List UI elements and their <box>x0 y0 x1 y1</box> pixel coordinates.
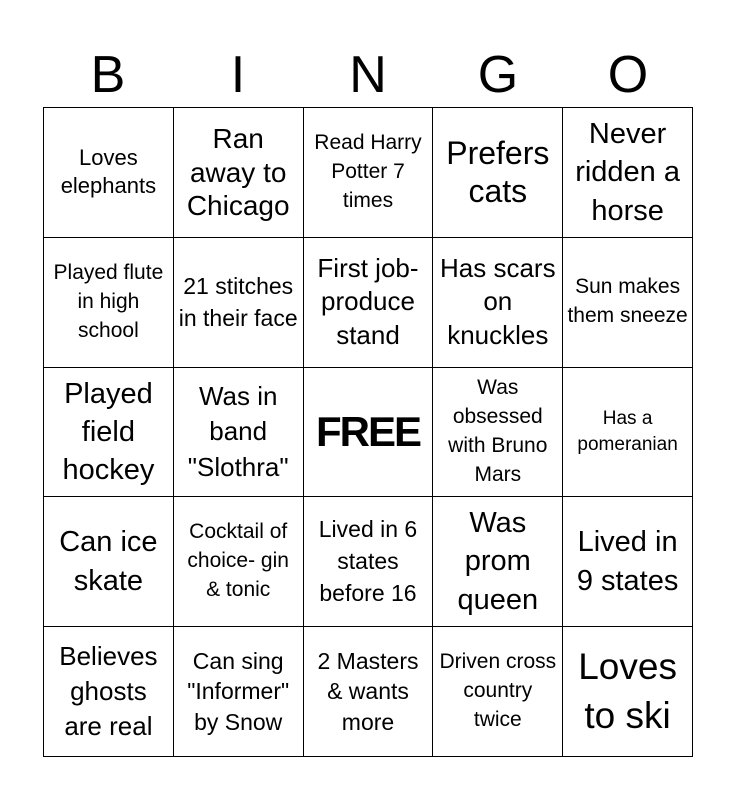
bingo-cell-r4c3[interactable] <box>304 497 434 627</box>
cell-text: Loves to ski <box>578 645 677 736</box>
cell-text: 21 stitches in their face <box>178 273 298 332</box>
bingo-cell-r3c4[interactable] <box>433 368 563 498</box>
cell-text: Has a pomeranian <box>577 407 678 455</box>
cell-text: First job- produce stand <box>317 252 419 351</box>
bingo-header <box>43 44 693 106</box>
cell-text: Was prom queen <box>457 506 539 617</box>
cell-text: Played flute in high school <box>53 260 164 342</box>
cell-text: Has scars on knuckles <box>440 252 556 351</box>
bingo-cell-r5c5[interactable] <box>563 627 693 757</box>
bingo-board <box>43 107 693 757</box>
cell-text: Loves elephants <box>60 144 157 199</box>
bingo-cell-r5c2[interactable] <box>174 627 304 757</box>
bingo-cell-r2c4[interactable] <box>433 238 563 368</box>
cell-text: 2 Masters & wants more <box>317 648 419 735</box>
bingo-cell-r1c4[interactable] <box>433 108 563 238</box>
free-space-label: FREE <box>315 407 420 455</box>
bingo-cell-r2c3[interactable] <box>304 238 434 368</box>
cell-text: Was obsessed with Bruno Mars <box>448 376 548 486</box>
cell-text: Played field hockey <box>62 377 155 487</box>
bingo-cell-r5c4[interactable] <box>433 627 563 757</box>
free-space[interactable] <box>304 368 434 498</box>
cell-text: Believes ghosts are real <box>59 640 158 742</box>
cell-text: Lived in 9 states <box>576 525 679 597</box>
bingo-cell-r1c2[interactable] <box>174 108 304 238</box>
bingo-cell-r2c1[interactable] <box>44 238 174 368</box>
cell-text: Lived in 6 states before 16 <box>318 516 418 606</box>
cell-text: Read Harry Potter 7 times <box>314 130 422 212</box>
bingo-cell-r5c1[interactable] <box>44 627 174 757</box>
header-letter-o: O <box>607 46 649 104</box>
header-letter-b: B <box>90 46 126 104</box>
header-letter-i: I <box>230 46 246 104</box>
bingo-cell-r3c2[interactable] <box>174 368 304 498</box>
cell-text: Driven cross country twice <box>439 650 557 732</box>
bingo-cell-r1c5[interactable] <box>563 108 693 238</box>
bingo-cell-r3c5[interactable] <box>563 368 693 498</box>
cell-text: Never ridden a horse <box>575 117 680 227</box>
bingo-cell-r2c2[interactable] <box>174 238 304 368</box>
cell-text: Prefers cats <box>446 135 550 210</box>
bingo-cell-r4c5[interactable] <box>563 497 693 627</box>
bingo-cell-r5c3[interactable] <box>304 627 434 757</box>
cell-text: Can sing "Informer" by Snow <box>187 648 290 735</box>
cell-text: Ran away to Chicago <box>186 123 290 222</box>
cell-text: Was in band "Slothra" <box>187 381 289 482</box>
bingo-cell-r3c1[interactable] <box>44 368 174 498</box>
bingo-cell-r1c1[interactable] <box>44 108 174 238</box>
header-letter-g: G <box>477 46 519 104</box>
cell-text: Can ice skate <box>59 525 158 597</box>
bingo-cell-r4c4[interactable] <box>433 497 563 627</box>
cell-text: Cocktail of choice- gin & tonic <box>187 520 289 602</box>
header-letter-n: N <box>349 46 387 104</box>
bingo-cell-r2c5[interactable] <box>563 238 693 368</box>
bingo-cell-r1c3[interactable] <box>304 108 434 238</box>
bingo-cell-r4c2[interactable] <box>174 497 304 627</box>
cell-text: Sun makes them sneeze <box>567 275 688 328</box>
bingo-cell-r4c1[interactable] <box>44 497 174 627</box>
